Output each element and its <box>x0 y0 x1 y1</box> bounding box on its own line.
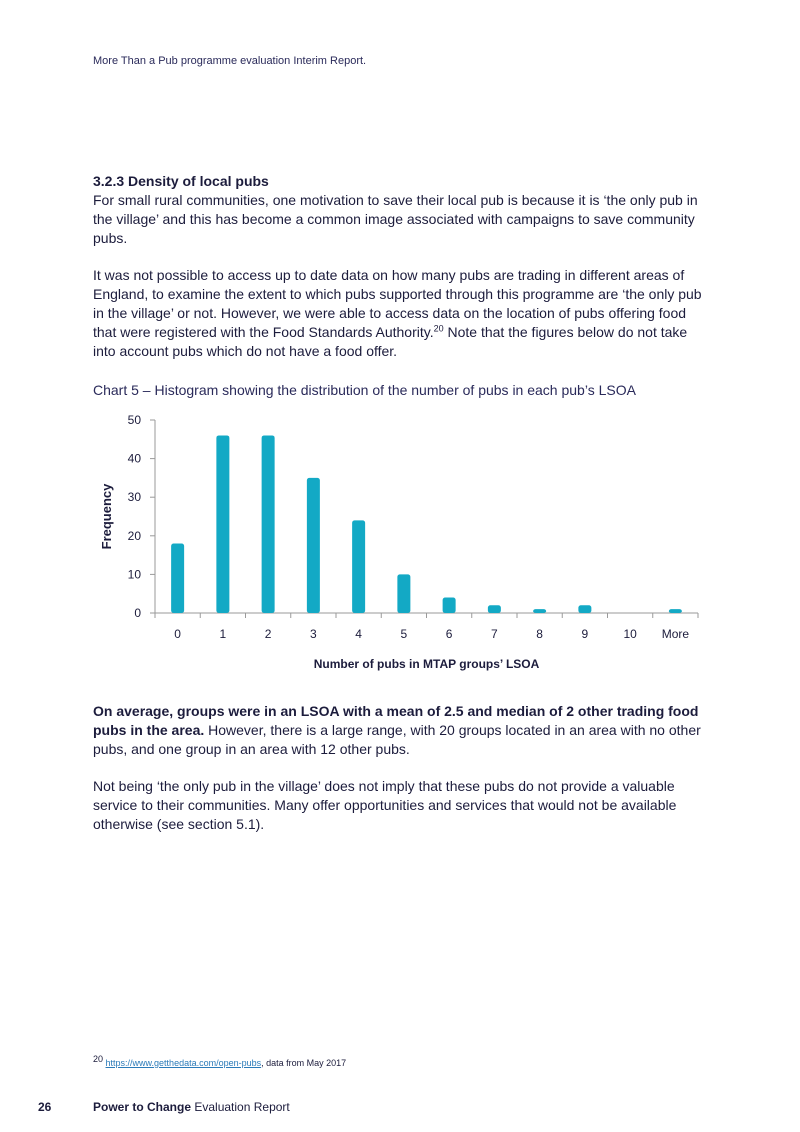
x-tick-label: 7 <box>491 627 498 641</box>
footer-brand <box>93 1100 290 1114</box>
x-tick-label: 1 <box>219 627 227 641</box>
x-tick-label: 2 <box>264 627 272 641</box>
y-tick-label: 0 <box>134 606 141 620</box>
x-tick-label: 0 <box>174 627 181 641</box>
footnote <box>93 1054 347 1068</box>
main-content <box>93 172 713 400</box>
summary-rest: However, there is a large range, with 20 groups located in an area with no other pubs, and one group in an area with 12 other pubs. <box>93 722 701 757</box>
x-tick-label: 9 <box>581 627 589 641</box>
paragraph-3: Not being ‘the only pub in the village’ does not imply that these pubs do not provide a valuable service to their communities. Many offer opportunities and services that would not be available otherwise (see section 5.1). <box>93 778 677 832</box>
y-tick-label: 40 <box>127 451 141 466</box>
paragraph-2 <box>93 266 713 361</box>
histogram-bar-6 <box>443 598 456 613</box>
histogram-bar-1 <box>216 435 229 613</box>
section-heading: 3.2.3 Density of local pubs <box>93 173 269 189</box>
x-tick-label: 10 <box>623 627 637 641</box>
histogram-bar-5 <box>397 574 410 613</box>
x-tick-label: 4 <box>355 627 362 641</box>
x-tick-label: 6 <box>445 627 453 641</box>
x-tick-label: 5 <box>400 627 408 641</box>
running-header: More Than a Pub programme evaluation Interim Report. <box>93 55 367 67</box>
histogram-bar-4 <box>352 520 365 613</box>
summary-bold-lead: On average, groups were in an LSOA with a mean of 2.5 and median of 2 other trading food pubs in the area. <box>93 703 699 738</box>
x-tick-label: More <box>661 627 690 641</box>
paragraph-2-text: It was not possible to access up to date data on how many pubs are trading in different areas of England, to examine the extent to which pubs supported through this programme are ‘the only pub in the village’ or not. However, we were able to access data on the location of pubs offering food that were registered with the Food Standards Authority. <box>93 267 702 340</box>
histogram-bar-2 <box>262 435 275 613</box>
paragraph-1: For small rural communities, one motivation to save their local pub is because it is ‘the only pub in the village’ and this has become a common image associated with campaigns to save community pubs. <box>93 192 698 246</box>
footer-brand-rest: Evaluation Report <box>191 1100 290 1114</box>
x-tick-label: 3 <box>310 627 317 641</box>
y-tick-label: 20 <box>127 528 141 543</box>
page-number: 26 <box>38 1100 52 1114</box>
page-footer <box>38 1100 290 1114</box>
after-chart-text <box>93 702 718 834</box>
histogram-bar-more <box>669 609 682 613</box>
histogram-bar-0 <box>171 544 184 613</box>
footer-brand-bold: Power to Change <box>93 1100 192 1114</box>
y-axis-title: Frequency <box>99 483 114 550</box>
chart-caption: Chart 5 – Histogram showing the distribution of the number of pubs in each pub’s LSOA <box>93 382 636 398</box>
footnote-ref[interactable]: 20 <box>433 323 444 334</box>
histogram-bar-3 <box>307 478 320 613</box>
histogram-svg <box>0 405 800 695</box>
footnote-number: 20 <box>93 1054 104 1064</box>
x-axis-title: Number of pubs in MTAP groups’ LSOA <box>313 657 540 671</box>
histogram-bar-9 <box>578 605 591 613</box>
x-tick-label: 8 <box>536 627 543 641</box>
footnote-link[interactable]: https://www.getthedata.com/open-pubs <box>105 1058 262 1068</box>
y-tick-label: 50 <box>127 413 141 427</box>
footnote-text: , data from May 2017 <box>261 1058 347 1068</box>
y-tick-label: 30 <box>127 490 141 505</box>
y-tick-label: 10 <box>127 567 141 582</box>
paragraph-2-end: Note that the figures below do not take into account pubs which do not have a food offer. <box>93 324 688 359</box>
histogram-bar-7 <box>488 605 501 613</box>
histogram-bar-8 <box>533 609 546 613</box>
summary-paragraph <box>93 702 718 759</box>
histogram-chart <box>0 405 800 695</box>
